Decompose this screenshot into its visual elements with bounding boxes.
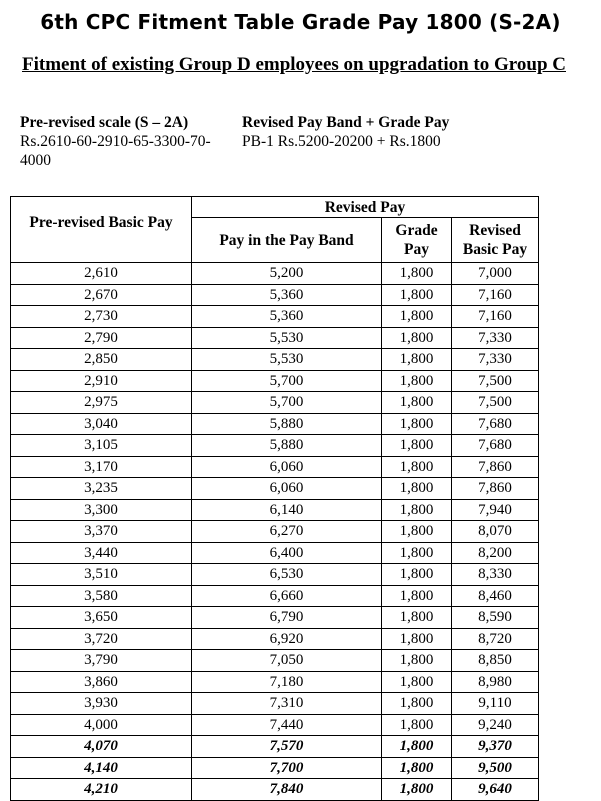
grade-pay-cell: 1,800: [382, 499, 452, 521]
grade-pay-cell: 1,800: [382, 714, 452, 736]
revised-basic-pay-cell: 9,240: [452, 714, 539, 736]
table-row: [11, 499, 539, 521]
pay-in-band-cell: 7,180: [192, 671, 382, 693]
pay-in-band-cell: 6,270: [192, 521, 382, 543]
fitment-table-body: [11, 263, 539, 801]
grade-pay-cell: 1,800: [382, 757, 452, 779]
pay-in-band-cell: 6,920: [192, 628, 382, 650]
header-revised-basic-pay: Revised Basic Pay: [452, 218, 539, 263]
grade-pay-cell: 1,800: [382, 564, 452, 586]
revised-basic-pay-cell: 7,680: [452, 413, 539, 435]
pay-in-band-cell: 7,050: [192, 650, 382, 672]
table-row: [11, 650, 539, 672]
pre-revised-basic-pay-cell: 3,370: [11, 521, 192, 543]
revised-pay-band: [242, 113, 542, 151]
pay-in-band-cell: 6,530: [192, 564, 382, 586]
pre-revised-basic-pay-cell: 2,910: [11, 370, 192, 392]
pay-in-band-cell: 7,840: [192, 779, 382, 801]
pre-revised-basic-pay-cell: 3,720: [11, 628, 192, 650]
pre-revised-basic-pay-cell: 3,580: [11, 585, 192, 607]
grade-pay-cell: 1,800: [382, 456, 452, 478]
pay-in-band-cell: 6,400: [192, 542, 382, 564]
grade-pay-cell: 1,800: [382, 779, 452, 801]
revised-basic-pay-cell: 9,640: [452, 779, 539, 801]
header-pre-revised-basic-pay: Pre-revised Basic Pay: [11, 197, 192, 263]
table-row: [11, 671, 539, 693]
table-row: [11, 349, 539, 371]
pay-in-band-cell: 5,530: [192, 327, 382, 349]
grade-pay-cell: 1,800: [382, 542, 452, 564]
pay-in-band-cell: 7,310: [192, 693, 382, 715]
revised-basic-pay-cell: 7,000: [452, 263, 539, 285]
pay-in-band-cell: 5,700: [192, 392, 382, 414]
table-row: [11, 542, 539, 564]
pay-in-band-cell: 5,530: [192, 349, 382, 371]
pay-in-band-cell: 5,880: [192, 435, 382, 457]
pre-revised-basic-pay-cell: 3,300: [11, 499, 192, 521]
header-revised-pay: Revised Pay: [192, 197, 539, 218]
pre-revised-basic-pay-cell: 3,105: [11, 435, 192, 457]
table-row: [11, 327, 539, 349]
revised-basic-pay-cell: 9,500: [452, 757, 539, 779]
revised-basic-pay-cell: 8,070: [452, 521, 539, 543]
grade-pay-cell: 1,800: [382, 521, 452, 543]
pre-revised-basic-pay-cell: 2,610: [11, 263, 192, 285]
pre-revised-basic-pay-cell: 4,210: [11, 779, 192, 801]
revised-basic-pay-cell: 7,500: [452, 370, 539, 392]
pay-in-band-cell: 7,570: [192, 736, 382, 758]
grade-pay-cell: 1,800: [382, 327, 452, 349]
table-row: [11, 435, 539, 457]
revised-basic-pay-cell: 9,370: [452, 736, 539, 758]
grade-pay-cell: 1,800: [382, 306, 452, 328]
pre-revised-basic-pay-cell: 2,730: [11, 306, 192, 328]
pre-revised-basic-pay-cell: 3,650: [11, 607, 192, 629]
grade-pay-cell: 1,800: [382, 671, 452, 693]
revised-basic-pay-cell: 7,680: [452, 435, 539, 457]
page-title: 6th CPC Fitment Table Grade Pay 1800 (S-2A): [40, 10, 561, 34]
revised-basic-pay-cell: 8,200: [452, 542, 539, 564]
grade-pay-cell: 1,800: [382, 435, 452, 457]
pre-revised-basic-pay-cell: 3,170: [11, 456, 192, 478]
revised-basic-pay-cell: 9,110: [452, 693, 539, 715]
table-row: [11, 392, 539, 414]
pre-revised-basic-pay-cell: 3,235: [11, 478, 192, 500]
table-row: [11, 456, 539, 478]
pre-revised-basic-pay-cell: 2,670: [11, 284, 192, 306]
grade-pay-cell: 1,800: [382, 284, 452, 306]
table-row: [11, 736, 539, 758]
pre-revised-basic-pay-cell: 4,070: [11, 736, 192, 758]
grade-pay-cell: 1,800: [382, 392, 452, 414]
pay-in-band-cell: 5,880: [192, 413, 382, 435]
pre-revised-basic-pay-cell: 3,930: [11, 693, 192, 715]
revised-basic-pay-cell: 7,330: [452, 349, 539, 371]
pre-revised-scale-heading: Pre-revised scale (S – 2A): [20, 114, 189, 131]
pay-in-band-cell: 6,060: [192, 456, 382, 478]
revised-basic-pay-cell: 7,160: [452, 284, 539, 306]
pre-revised-basic-pay-cell: 4,000: [11, 714, 192, 736]
pay-in-band-cell: 5,700: [192, 370, 382, 392]
table-row: [11, 714, 539, 736]
pay-in-band-cell: 6,060: [192, 478, 382, 500]
grade-pay-cell: 1,800: [382, 370, 452, 392]
grade-pay-cell: 1,800: [382, 650, 452, 672]
header-grade-pay: Grade Pay: [382, 218, 452, 263]
table-row: [11, 779, 539, 801]
grade-pay-cell: 1,800: [382, 693, 452, 715]
pre-revised-basic-pay-cell: 4,140: [11, 757, 192, 779]
table-row: [11, 478, 539, 500]
revised-basic-pay-cell: 7,160: [452, 306, 539, 328]
pay-in-band-cell: 5,200: [192, 263, 382, 285]
revised-basic-pay-cell: 8,330: [452, 564, 539, 586]
page-subtitle: Fitment of existing Group D employees on upgradation to Group C: [22, 54, 566, 75]
revised-basic-pay-cell: 8,720: [452, 628, 539, 650]
pre-revised-scale-value: Rs.2610-60-2910-65-3300-70-4000: [20, 133, 211, 169]
pre-revised-basic-pay-cell: 2,975: [11, 392, 192, 414]
revised-basic-pay-cell: 7,860: [452, 478, 539, 500]
pay-in-band-cell: 6,790: [192, 607, 382, 629]
table-row: [11, 628, 539, 650]
grade-pay-cell: 1,800: [382, 263, 452, 285]
revised-basic-pay-cell: 8,590: [452, 607, 539, 629]
grade-pay-cell: 1,800: [382, 413, 452, 435]
revised-basic-pay-cell: 8,850: [452, 650, 539, 672]
grade-pay-cell: 1,800: [382, 585, 452, 607]
pre-revised-basic-pay-cell: 3,860: [11, 671, 192, 693]
grade-pay-cell: 1,800: [382, 607, 452, 629]
pay-in-band-cell: 5,360: [192, 284, 382, 306]
revised-basic-pay-cell: 8,460: [452, 585, 539, 607]
grade-pay-cell: 1,800: [382, 349, 452, 371]
revised-basic-pay-cell: 7,500: [452, 392, 539, 414]
revised-basic-pay-cell: 8,980: [452, 671, 539, 693]
table-row: [11, 413, 539, 435]
table-row: [11, 370, 539, 392]
table-row: [11, 564, 539, 586]
pay-in-band-cell: 5,360: [192, 306, 382, 328]
pay-in-band-cell: 7,700: [192, 757, 382, 779]
revised-basic-pay-cell: 7,940: [452, 499, 539, 521]
revised-pay-band-value: PB-1 Rs.5200-20200 + Rs.1800: [242, 133, 441, 150]
table-row: [11, 284, 539, 306]
pre-revised-basic-pay-cell: 2,850: [11, 349, 192, 371]
pre-revised-basic-pay-cell: 3,790: [11, 650, 192, 672]
table-row: [11, 693, 539, 715]
revised-pay-band-heading: Revised Pay Band + Grade Pay: [242, 114, 450, 131]
grade-pay-cell: 1,800: [382, 628, 452, 650]
table-row: [11, 585, 539, 607]
pre-revised-basic-pay-cell: 3,440: [11, 542, 192, 564]
table-row: [11, 306, 539, 328]
fitment-table-header: [11, 197, 539, 263]
table-row: [11, 263, 539, 285]
table-row: [11, 607, 539, 629]
grade-pay-cell: 1,800: [382, 736, 452, 758]
table-row: [11, 757, 539, 779]
fitment-table: [10, 196, 539, 801]
table-row: [11, 521, 539, 543]
grade-pay-cell: 1,800: [382, 478, 452, 500]
pre-revised-basic-pay-cell: 3,510: [11, 564, 192, 586]
pre-revised-scale: [20, 113, 235, 170]
pay-in-band-cell: 6,660: [192, 585, 382, 607]
pre-revised-basic-pay-cell: 3,040: [11, 413, 192, 435]
pay-in-band-cell: 6,140: [192, 499, 382, 521]
revised-basic-pay-cell: 7,860: [452, 456, 539, 478]
pay-in-band-cell: 7,440: [192, 714, 382, 736]
pre-revised-basic-pay-cell: 2,790: [11, 327, 192, 349]
header-pay-in-pay-band: Pay in the Pay Band: [192, 218, 382, 263]
revised-basic-pay-cell: 7,330: [452, 327, 539, 349]
